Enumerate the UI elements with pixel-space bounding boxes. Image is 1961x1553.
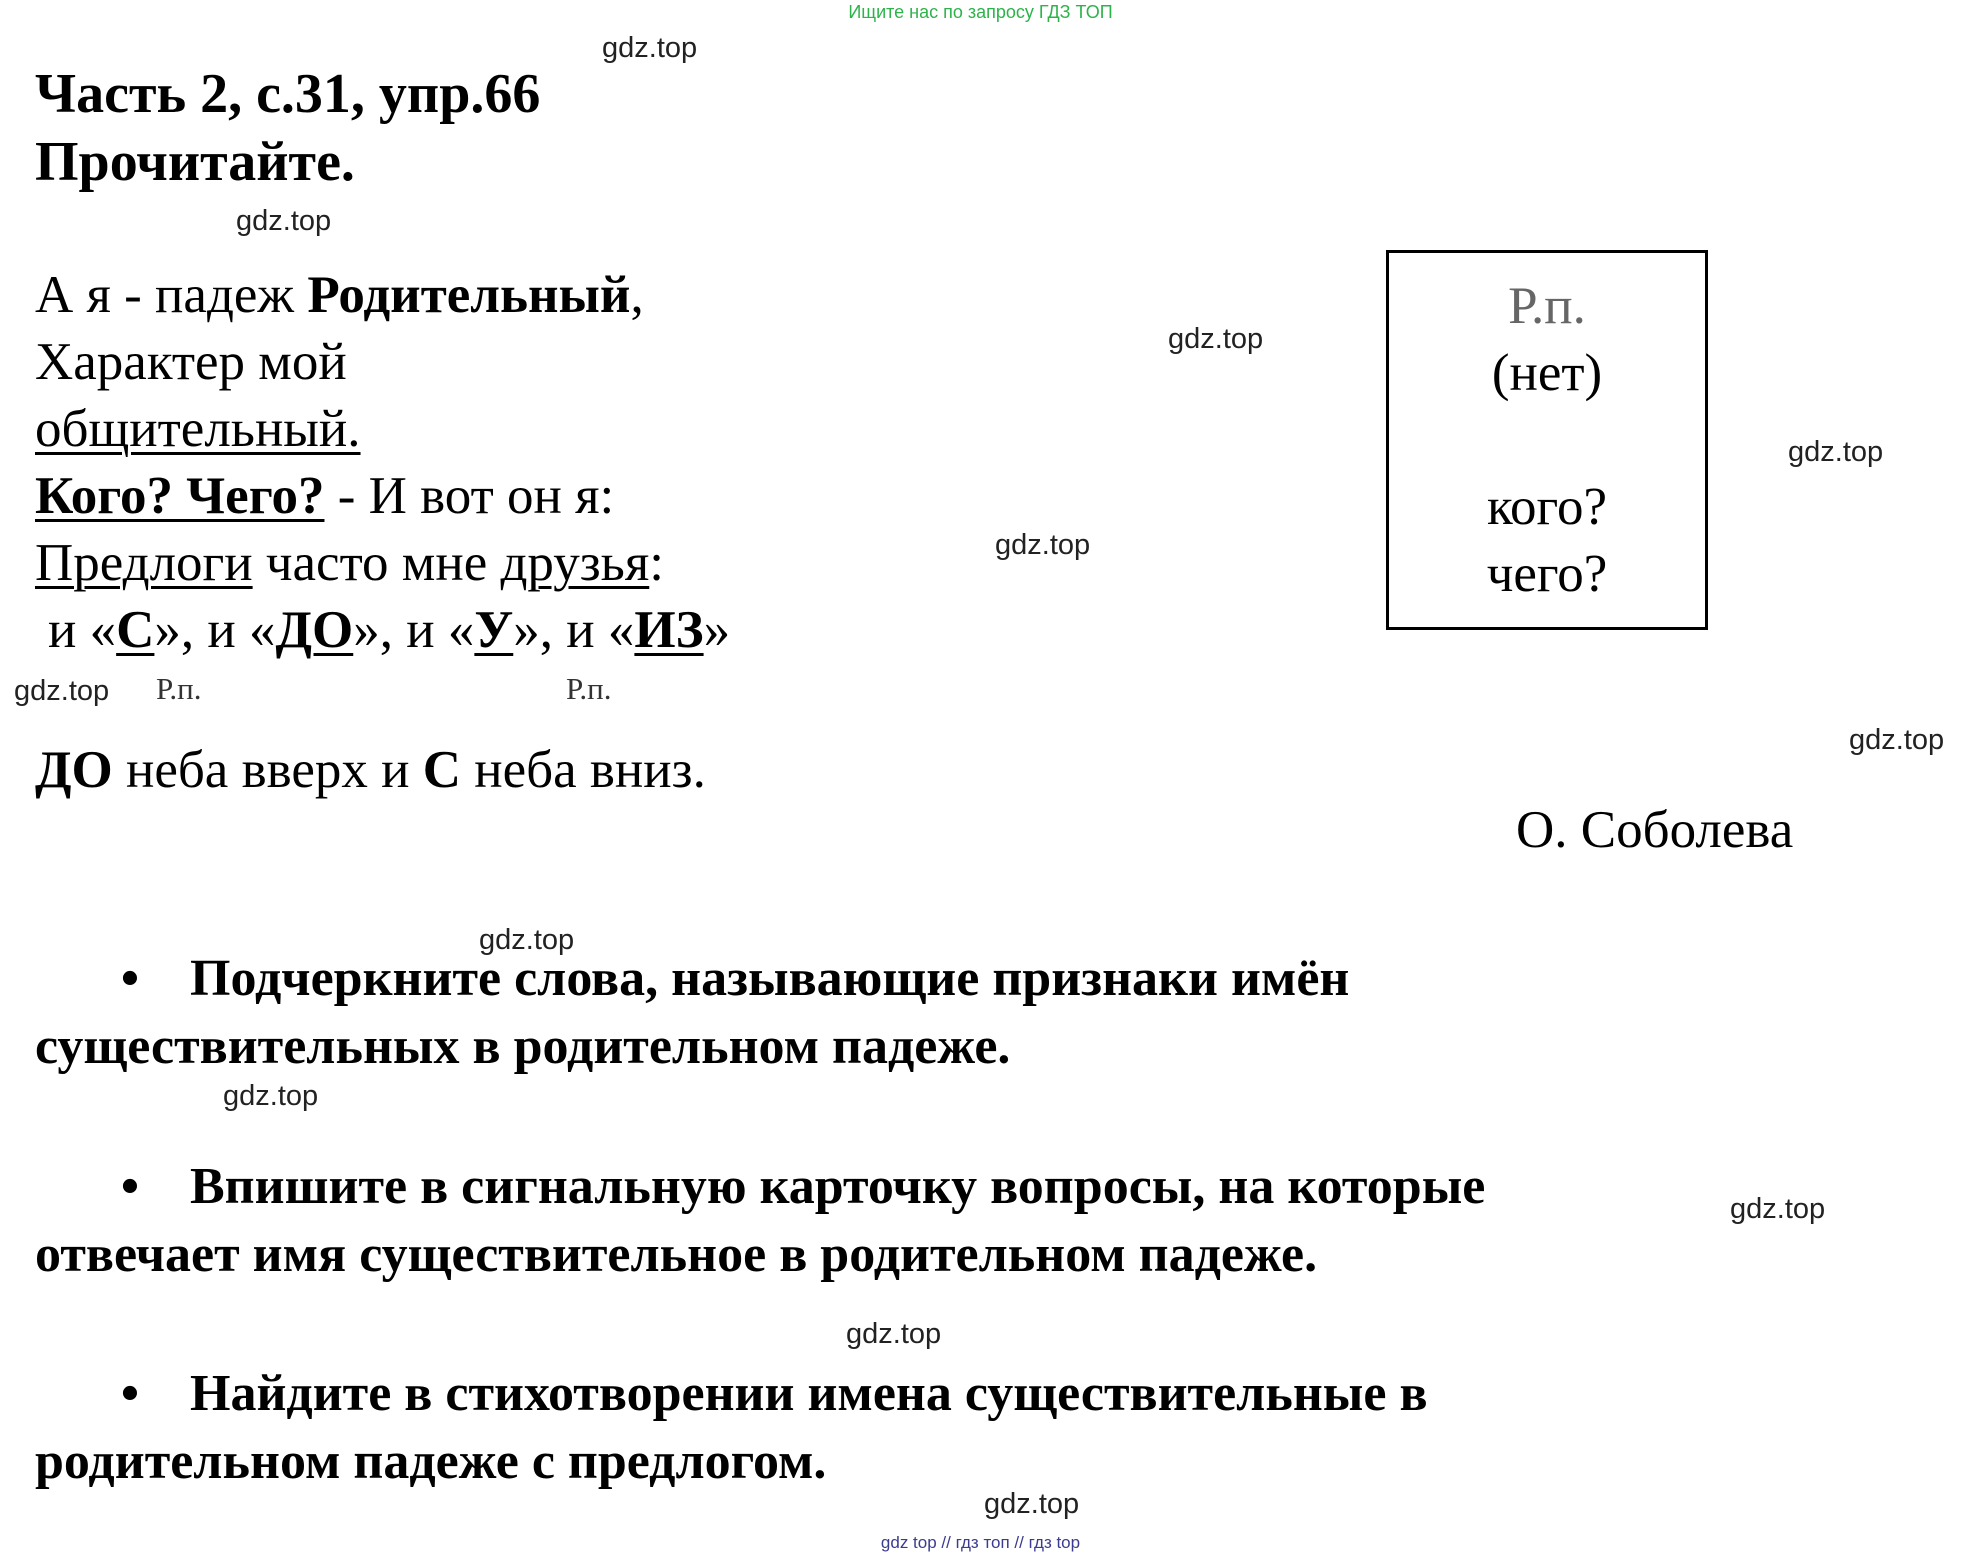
task-text: существительных в родительном падеже. xyxy=(35,1018,1011,1075)
poem-line-6 xyxy=(48,597,730,664)
case-label: Р.п. xyxy=(566,671,612,706)
instruction-read: Прочитайте. xyxy=(35,131,355,193)
poem-text: неба вниз. xyxy=(461,741,706,799)
poem-text: » xyxy=(703,601,731,659)
preposition-iz: ИЗ xyxy=(634,601,704,659)
poem-text: , xyxy=(630,266,644,324)
task-2 xyxy=(35,1153,1835,1289)
bullet: • xyxy=(120,950,140,1007)
watermark: gdz.top xyxy=(14,675,110,707)
watermark: gdz.top xyxy=(984,1488,1080,1520)
task-1 xyxy=(35,945,1835,1081)
poem-text: часто мне xyxy=(252,534,501,592)
watermark: gdz.top xyxy=(223,1080,319,1112)
preposition-s: С xyxy=(116,601,155,659)
poem-line-7 xyxy=(35,737,706,804)
watermark: gdz.top xyxy=(1788,436,1884,468)
watermark: gdz.top xyxy=(1730,1193,1826,1225)
poem-text: : xyxy=(649,534,664,592)
signal-card xyxy=(1386,250,1708,630)
case-name-bold: Родительный xyxy=(307,266,631,324)
card-question-what: чего? xyxy=(1486,545,1608,603)
watermark: gdz.top xyxy=(1168,323,1264,355)
watermark: gdz.top xyxy=(602,32,698,64)
poem-line-1 xyxy=(35,262,644,329)
watermark: gdz.top xyxy=(846,1318,942,1350)
watermark: gdz.top xyxy=(995,529,1091,561)
case-label: Р.п. xyxy=(156,671,202,706)
poem-text: неба вверх и xyxy=(112,741,423,799)
watermark: gdz.top xyxy=(236,205,332,237)
poem-text: и « xyxy=(48,601,117,659)
preposition-s: С xyxy=(422,741,461,799)
task-3 xyxy=(35,1360,1835,1496)
poem-text: », и « xyxy=(513,601,635,659)
preposition-do: ДО xyxy=(275,601,354,659)
card-case-abbrev: Р.п. xyxy=(1508,277,1586,335)
bullet: • xyxy=(120,1158,140,1215)
footer-watermark: gdz top // гдз топ // гдз top xyxy=(880,1533,1081,1552)
task-text: Впишите в сигнальную карточку вопросы, на которые xyxy=(190,1158,1486,1215)
card-helper-word: (нет) xyxy=(1491,344,1603,402)
task-text: родительном падеже с предлогом. xyxy=(35,1433,827,1490)
preposition-do: ДО xyxy=(35,741,113,799)
poem-line-2: Характер мой xyxy=(35,333,347,391)
poem-line-3: общительный. xyxy=(35,400,361,458)
poem-line-5 xyxy=(35,530,664,597)
poem-line-4 xyxy=(35,463,614,530)
exercise-title: Часть 2, с.31, упр.66 xyxy=(35,63,541,125)
task-text: Найдите в стихотворении имена существительные в xyxy=(190,1365,1428,1422)
task-text: Подчеркните слова, называющие признаки имён xyxy=(190,950,1350,1007)
poem-text: », и « xyxy=(353,601,475,659)
poem-text: », и « xyxy=(154,601,276,659)
poem-text: - И вот он я: xyxy=(324,467,615,525)
card-question-who: кого? xyxy=(1486,478,1607,536)
bullet: • xyxy=(120,1365,140,1422)
word-prepositions: Предлоги xyxy=(35,534,253,592)
word-friends: друзья xyxy=(500,534,650,592)
case-questions: Кого? Чего? xyxy=(35,467,325,525)
task-text: отвечает имя существительное в родительном падеже. xyxy=(35,1226,1318,1283)
poem-text: А я - падеж xyxy=(35,266,308,324)
watermark: gdz.top xyxy=(1849,724,1945,756)
watermark: gdz.top xyxy=(479,924,575,956)
preposition-u: У xyxy=(474,601,514,659)
top-banner: Ищите нас по запросу ГДЗ ТОП xyxy=(848,2,1113,22)
poem-author: О. Соболева xyxy=(1516,801,1794,859)
